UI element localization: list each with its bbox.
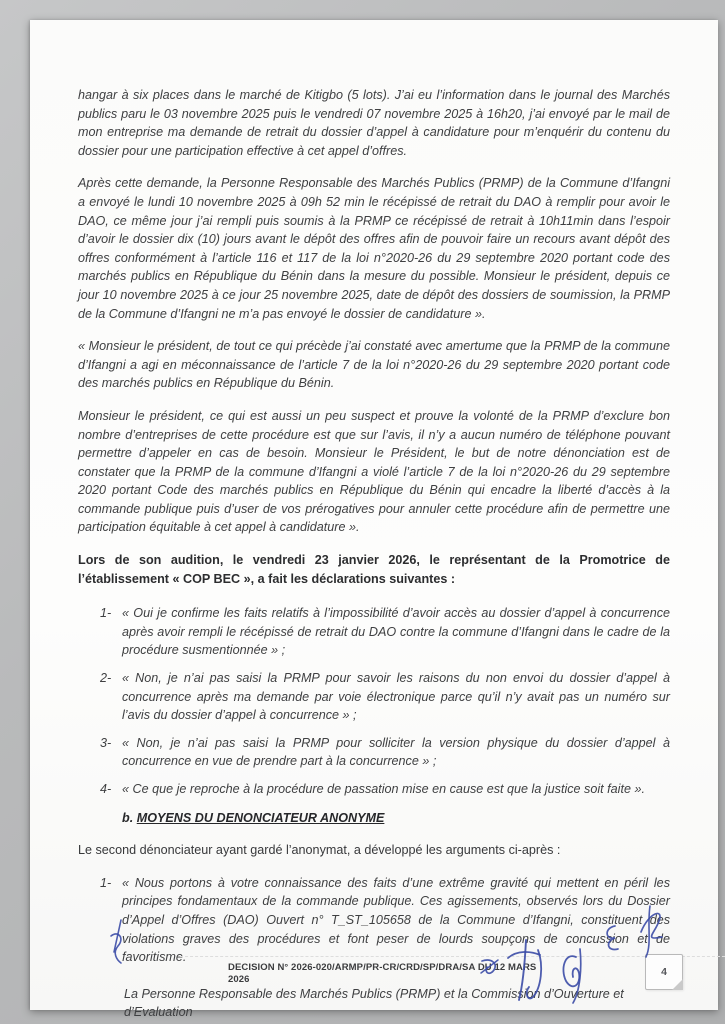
list-item-text: « Non, je n’ai pas saisi la PRMP pour savoir les raisons du non envoi du dossier d’appel à concurrence après ma demande par voie électronique parce qu’il n’y avait pas un numéro sur l’avis du dossier d’appel à concurrence » ; xyxy=(122,671,670,723)
page-number-badge xyxy=(645,954,683,990)
list-item-text: « Nous portons à votre connaissance des faits d’une extrême gravité qui mettent en péril les principes fondamentaux de la commande publique. Ces agissements, observés lors du Dossier d’Appel d’Offres (DAO) Ouvert n° T_ST_105658 de la Commune d’Ifangni, constituent des violations graves des procédures et font peser de lourds soupçons de concussion et de favoritisme. xyxy=(122,875,670,965)
paragraph-prmp-demande: Après cette demande, la Personne Responsable des Marchés Publics (PRMP) de la Commune d’Ifangni a envoyé le lundi 10 novembre 2025 à 09h 52 min le récépissé de retrait du DAO à remplir pour avoir le DAO, ce même jour j’ai rempli puis soumis à la PRMP ce récépissé de retrait à 10h11min dans l’espoir d’avoir le dossier dix (10) jours avant le dépôt des offres afin de pouvoir faire un recours avant dépôt des offres conformément à l’article 116 et 117 de la loi n°2020-26 du 29 septembre 2020 portant code des marchés publics en République du Bénin dans la mesure du possible. Monsieur le président, depuis ce jour 10 novembre 2025 à ce jour 25 novembre 2025, date de dépôt des dossiers de soumission, la PRMP de la Commune d’Ifangni ne m’a pas envoyé le dossier de candidature ». xyxy=(78,176,670,321)
footer-decision-reference: DECISION N° 2026-020/ARMP/PR-CR/CRD/SP/DRA/SA DU 12 MARS 2026 xyxy=(228,962,537,985)
document-page xyxy=(30,20,718,1020)
list-item-number: 4- xyxy=(100,782,112,796)
section-title: MOYENS DU DENONCIATEUR ANONYME xyxy=(136,810,385,825)
list-item xyxy=(78,780,670,799)
list-item-number: 1- xyxy=(100,606,112,621)
section-heading-moyens-denonciateur xyxy=(122,809,670,828)
page-number: 4 xyxy=(661,966,667,978)
paragraph-continuation: hangar à six places dans le marché de Kitigbo (5 lots). J’ai eu l’information dans le journal des Marchés publics paru le 03 novembre 2025 puis le vendredi 07 novembre 2025 à 16h20, j’ai envoyé par le mail de mon entreprise ma demande de retrait du dossier d’appel à candidature pour m’enquérir du contenu du dossier pour une participation effective à cet appel d’offres. xyxy=(78,88,670,158)
list-item-text: « Non, je n’ai pas saisi la PRMP pour solliciter la version physique du dossier d’appel à concurrence en vue de prendre part à la concurrence » ; xyxy=(122,735,670,769)
paragraph-quote-constat: « Monsieur le président, de tout ce qui précède j’ai constaté avec amertume que la PRMP de la commune d’Ifangni a agi en méconnaissance de l’article 7 de la loi n°2020-26 du 29 septembre 2020 portant code des marchés publics en République du Bénin. xyxy=(78,339,670,391)
closing-line: La Personne Responsable des Marchés Publics (PRMP) et la Commission d’Ouverture et d’Evaluation xyxy=(124,986,624,1020)
section-letter: b. xyxy=(122,810,134,825)
audition-intro: Lors de son audition, le vendredi 23 janvier 2026, le représentant de la Promotrice de l’établissement « COP BEC », a fait les déclarations suivantes : xyxy=(78,553,670,586)
list-item xyxy=(78,734,670,771)
list-item-text: « Oui je confirme les faits relatifs à l’impossibilité d’avoir accès au dossier d’appel à concurrence après avoir rempli le récépissé de retrait du DAO contre la commune d’Ifangni dans le cadre de la procédure susmentionnée » ; xyxy=(122,606,670,658)
footer-divider xyxy=(180,956,725,957)
arguments-list xyxy=(78,874,670,967)
dogear-corner-icon xyxy=(672,979,683,990)
list-item-number: 2- xyxy=(100,671,112,686)
list-item xyxy=(78,874,670,967)
list-item-number: 1- xyxy=(100,875,112,890)
list-item xyxy=(78,604,670,660)
anonymous-intro: Le second dénonciateur ayant gardé l’anonymat, a développé les arguments ci-après : xyxy=(78,843,561,858)
declarations-list xyxy=(78,604,670,798)
list-item-number: 3- xyxy=(100,735,112,750)
document-body xyxy=(78,86,670,1022)
list-item xyxy=(78,669,670,725)
paragraph-quote-suspect: Monsieur le président, ce qui est aussi un peu suspect et prouve la volonté de la PRMP d’exclure bon nombre d’entreprises de cette procédure est que sur l’avis, il n’y a aucun numéro de téléphone pouvant permettre d’appeler en cas de besoin. Monsieur le Président, le but de notre dénonciation est de constater que la PRMP de la commune d’Ifangni a violé l’article 7 de la loi n°2020-26 du 29 septembre 2020 portant Code des marchés publics en République du Bénin qui encadre la liberté d’accès à la commande publique puis d’user de vos prérogatives pour annuler cette procédure afin de permettre une participation équitable à cet appel à candidature ». xyxy=(78,408,670,535)
list-item-text: « Ce que je reproche à la procédure de passation mise en cause est que la justice soit faite ». xyxy=(122,782,645,796)
